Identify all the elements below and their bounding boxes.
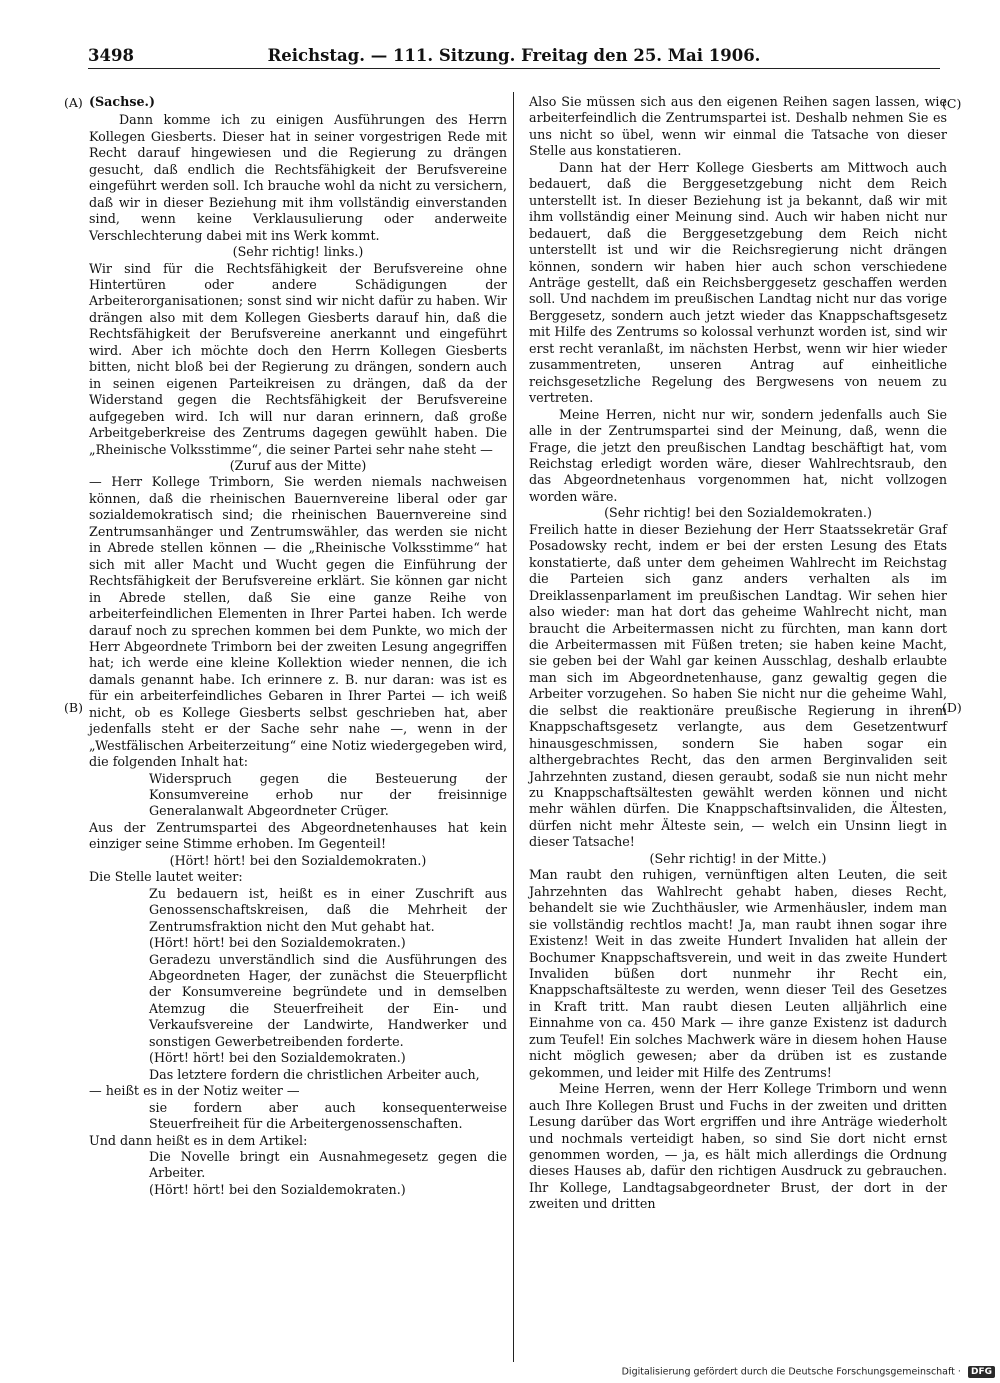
column-divider: [513, 92, 514, 1362]
left-column: [89, 94, 507, 1198]
paragraph: Dann hat der Herr Kollege Giesberts am Mittwoch auch bedauert, daß die Berggesetzgebung nicht dem Reich unterstellt ist. In dieser Beziehung ist ja bekannt, daß wir mit ihm vollständig einer Meinung sind. Auch wir haben nicht nur bedauert, daß die Berggesetzgebung dem Reich nicht unterstellt ist und wir die Reichsregierung nicht drängen können, sondern wir haben hier auch schon verschiedene Anträge gestellt, daß ein Reichsberggesetz geschaffen werden soll. Und nachdem im preußischen Landtag nicht nur das vorige Berggesetz, sondern auch jetzt wieder das Knappschaftsgesetz mit Hilfe des Zentrums so kolossal verhunzt worden ist, sind wir erst recht veranlaßt, im nächsten Herbst, wenn wir hier wieder zusammentreten, unseren Antrag auf einheitliche reichsgesetzliche Regelung des Bergwesens von neuem zu vertreten.: [529, 159, 947, 406]
header-rule: [88, 68, 940, 69]
interjection: (Hört! hört! bei den Sozialdemokraten.): [149, 935, 406, 951]
paragraph: — Herr Kollege Trimborn, Sie werden niemals nachweisen können, daß die rheinischen Bauernvereine liberal oder gar sozialdemokratisch sind; die rheinischen Bauernvereine sind Zentrumsanhänger und Zentrumswähler, das werden sie nicht in Abrede stellen können — die „Rheinische Volksstimme“ hat sich mit aller Macht und Wucht gegen die Einführung der Rechtsfähigkeit der Berufsvereine erklärt. Sie können gar nicht in Abrede stellen, daß Sie eine ganze Reihe von arbeiterfeindlichen Elementen in Ihrer Partei haben. Ich werde darauf noch zu sprechen kommen bei dem Punkte, wo mich der Herr Abgeordnete Trimborn bei der zweiten Lesung angegriffen hat; ich werde eine kleine Kollektion wieder nennen, die ich damals genannt habe. Ich erinnere z. B. nur daran: was ist es für ein arbeiterfeindliches Gebaren in Ihrer Partei — ich weiß nicht, ob es Kollege Giesberts selbst geschrieben hat, aber jedenfalls steht er der Sache sehr nahe —, wenn in der „Westfälischen Arbeiterzeitung“ eine Notiz wiedergegeben wird, die folgenden Inhalt hat:: [89, 474, 507, 770]
margin-marker-a: (A): [64, 95, 83, 110]
paragraph: Die Stelle lautet weiter:: [89, 869, 243, 885]
paragraph: — heißt es in der Notiz weiter —: [89, 1083, 300, 1099]
right-column: [529, 94, 947, 1213]
paragraph: Und dann heißt es in dem Artikel:: [89, 1132, 308, 1148]
interjection: (Sehr richtig! in der Mitte.): [649, 850, 827, 866]
paragraph: Wir sind für die Rechtsfähigkeit der Berufsvereine ohne Hintertüren oder andere Schädigungen der Arbeiterorganisationen; sonst sind wir nicht dafür zu haben. Wir drängen also mit dem Kollegen Giesberts darauf hin, daß die Rechtsfähigkeit der Berufsvereine anerkannt und eingeführt wird. Aber ich möchte doch den Herrn Kollegen Giesberts bitten, nicht bloß bei der Regierung zu drängen, sondern auch in seinen eigenen Parteikreisen zu drängen, daß da der Widerstand gegen die Rechtsfähigkeit der Berufsvereine aufgegeben wird. Ich will nur daran erinnern, daß große Arbeitgeberkreise des Zentrums dagegen gewühlt haben. Die „Rheinische Volksstimme“, die seiner Partei sehr nahe steht —: [89, 260, 507, 457]
quotation: sie fordern aber auch konsequenterweise Steuerfreiheit für die Arbeitergenossenschaften.: [149, 1099, 507, 1132]
paragraph: Man raubt den ruhigen, vernünftigen alten Leuten, die seit Jahrzehnten das Wahlrecht gehabt haben, dieses Recht, behandelt sie wie Zuchthäusler, wie Armenhäusler, indem man sie vollständig rechtlos macht! Ja, man raubt ihnen sogar ihre Existenz! Weit in das zweite Hundert Invaliden hat allein der Bochumer Knappschaftsverein, und weit in das zweite Hundert Invaliden büßen dort nunmehr ihr Recht ein, Knappschaftsälteste zu werden, wenn dieser Teil des Gesetzes in Kraft tritt. Man raubt diesen Leuten alljährlich eine Einnahme von ca. 450 Mark — ihre ganze Existenz ist dadurch zum Teufel! Ein solches Machwerk wäre in diesem hohen Hause nicht möglich gewesen; aber da drüben ist es zustande gekommen, und leider mit Hilfe des Zentrums!: [529, 867, 947, 1080]
quotation: Die Novelle bringt ein Ausnahmegesetz gegen die Arbeiter.: [149, 1149, 507, 1181]
interjection: (Hört! hört! bei den Sozialdemokraten.): [149, 1050, 406, 1066]
paragraph: Dann komme ich zu einigen Ausführungen des Herrn Kollegen Giesberts. Dieser hat in seiner vorgestrigen Rede mit Recht darauf hingewiesen und die Regierung zu drängen gesucht, daß endlich die Rechtsfähigkeit der Berufsvereine eingeführt werden soll. Ich brauche wohl da nicht zu versichern, daß wir in dieser Beziehung mit ihm vollständig einverstanden sind, wenn keine Verklausulierung oder anderweite Verschlechterung dabei mit ins Werk kommt.: [89, 112, 507, 243]
footer-credit: [600, 1366, 995, 1378]
interjection: (Sehr richtig! bei den Sozialdemokraten.): [604, 505, 872, 521]
paragraph: Meine Herren, wenn der Herr Kollege Trimborn und wenn auch Ihre Kollegen Brust und Fuchs in der zweiten und dritten Lesung darüber das Wort ergriffen und ihre Anträge wiederholt und nochmals verteidigt haben, so sind Sie dort nicht ernst genommen worden, — ja, es hält mich allerdings die Ordnung dieses Hauses ab, dafür den richtigen Ausdruck zu gebrauchen. Ihr Kollege, Landtagsabgeordneter Brust, der dort in der zweiten und dritten: [529, 1081, 947, 1212]
paragraph: Also Sie müssen sich aus den eigenen Reihen sagen lassen, wie arbeiterfeindlich die Zentrumspartei ist. Deshalb nehmen Sie es uns nicht so übel, wenn wir einmal die Tatsache von dieser Stelle aus konstatieren.: [529, 94, 947, 159]
interjection: (Zuruf aus der Mitte): [229, 457, 367, 473]
footer-text: Digitalisierung gefördert durch die Deutsche Forschungsgemeinschaft ·: [621, 1366, 961, 1378]
margin-marker-b: (B): [64, 700, 83, 715]
margin-marker-c: (C): [942, 96, 962, 111]
page-title: Reichstag. — 111. Sitzung. Freitag den 25. Mai 1906.: [267, 46, 761, 65]
page-number: 3498: [88, 46, 134, 65]
interjection: (Hört! hört! bei den Sozialdemokraten.): [149, 1181, 406, 1197]
paragraph: Freilich hatte in dieser Beziehung der Herr Staatssekretär Graf Posadowsky recht, indem er bei der ersten Lesung des Etats konstatierte, daß unter dem geheimen Wahlrecht im Reichstag die Parteien sich ganz anders verhalten als im Dreiklassenparlament im preußischen Landtag. Wir sehen hier also wieder: man hat dort das geheime Wahlrecht nicht, man braucht die Arbeitermassen nicht zu fürchten, man kann dort die Arbeitermassen mit Füßen treten; sie haben keine Macht, sie geben bei der Wahl gar keinen Ausschlag, deshalb erlaubte man sich im Abgeordnetenhause, ganz gewaltig gegen die Arbeiter vorzugehen. So haben Sie nicht nur die geheime Wahl, die selbst die reaktionäre preußische Regierung in ihrem Knappschaftsgesetz verlangte, aus dem Gesetzentwurf hinausgeschmissen, sondern Sie haben sogar ein althergebrachtes Recht, das den armen Berginvaliden seit Jahrzehnten zustand, diesen geraubt, sodaß sie nun nicht mehr zu Knappschaftsältesten gewählt werden können und nicht mehr wählen dürfen. Die Knappschaftsinvaliden, die Ältesten, dürfen nicht mehr Älteste sein, — welch ein Unsinn liegt in dieser Tatsache!: [529, 521, 947, 850]
page-header: [88, 44, 940, 68]
paragraph: Meine Herren, nicht nur wir, sondern jedenfalls auch Sie alle in der Zentrumspartei sind der Meinung, daß, wenn die Frage, die jetzt den preußischen Landtag beschäftigt hat, vom Reichstag erledigt worden wäre, dieser Wahlrechtsraub, den das Abgeordnetenhaus vorgenommen hat, nicht vollzogen worden wäre.: [529, 406, 947, 504]
quotation: Das letztere fordern die christlichen Arbeiter auch,: [149, 1066, 480, 1082]
quotation: Zu bedauern ist, heißt es in einer Zuschrift aus Genossenschaftskreisen, daß die Mehrheit der Zentrumsfraktion nicht den Mut gehabt hat.: [149, 885, 507, 934]
margin-marker-d: (D): [942, 700, 962, 715]
dfg-logo-icon: DFG: [968, 1366, 995, 1378]
speaker-note: (Sachse.): [89, 94, 155, 109]
paragraph: Aus der Zentrumspartei des Abgeordnetenhauses hat kein einziger seine Stimme erhoben. Im Gegenteil!: [89, 819, 507, 852]
interjection: (Sehr richtig! links.): [232, 244, 364, 260]
quotation: Geradezu unverständlich sind die Ausführungen des Abgeordneten Hager, der zunächst die Steuerpflicht der Konsumvereine begründete und in demselben Atemzug die Steuerfreiheit der Ein- und Verkaufsvereine der Landwirte, Handwerker und sonstigen Gewerbetreibenden forderte.: [149, 951, 507, 1049]
interjection: (Hört! hört! bei den Sozialdemokraten.): [169, 852, 427, 868]
quotation: Widerspruch gegen die Besteuerung der Konsumvereine erhob nur der freisinnige Generalanwalt Abgeordneter Crüger.: [149, 770, 507, 819]
